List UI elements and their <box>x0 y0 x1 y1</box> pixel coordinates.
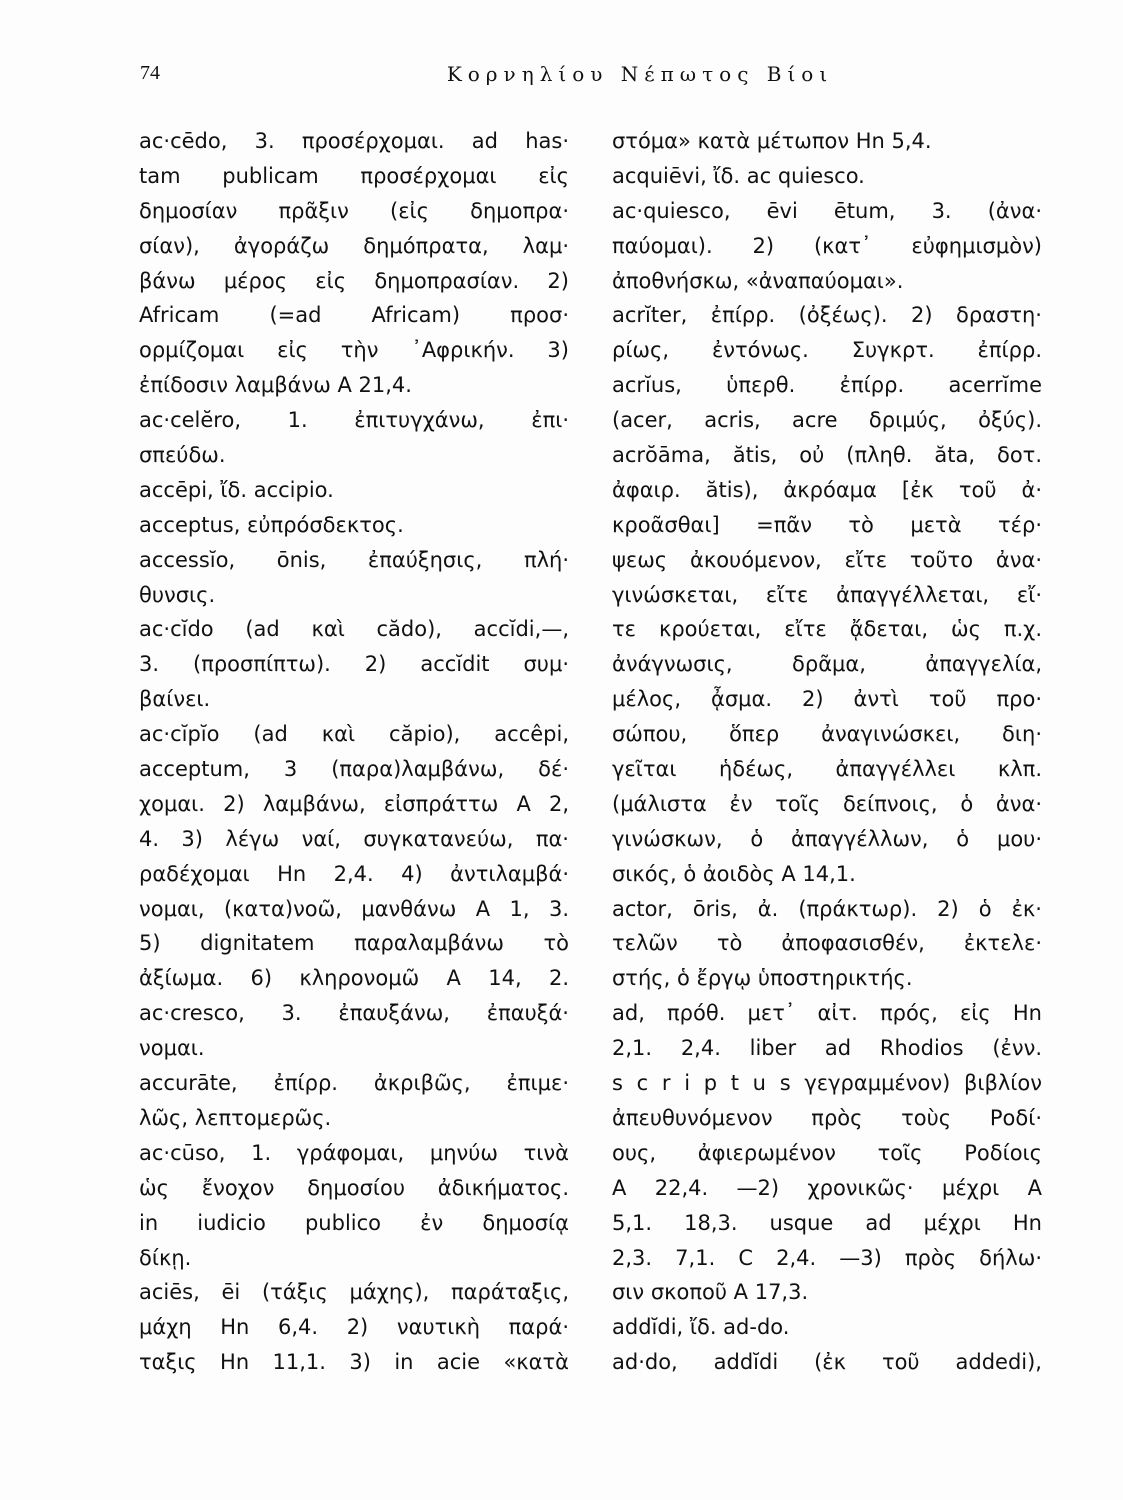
text-line: Africam (=ad Africam) προσ· <box>139 303 569 328</box>
text-line: δίκῃ. <box>139 1245 192 1270</box>
text-line: actor, ōris, ἀ. (πράκτωρ). 2) ὁ ἐκ· <box>612 896 1042 921</box>
text-line: in iudicio publico ἐν δημοσίᾳ <box>139 1210 569 1235</box>
text-line: στής, ὁ ἔργῳ ὑποστηρικτής. <box>612 966 913 991</box>
text-line: νομαι. <box>139 1036 205 1061</box>
text-line: ac·cūso, 1. γράφομαι, μηνύω τινὰ <box>139 1140 569 1165</box>
text-line: ad·do, addĭdi (ἐκ τοῦ addedi), <box>612 1350 1042 1375</box>
text-line: acceptus, εὐπρόσδεκτος. <box>139 512 404 537</box>
text-line: s c r i p t u s γεγραμμένον) βιβλίον <box>612 1071 1042 1096</box>
right-column <box>612 124 1042 1394</box>
text-line: 5) dignitatem παραλαμβάνω τὸ <box>139 931 569 956</box>
text-line: ρίως, ἐντόνως. Συγκρτ. ἐπίρρ. <box>612 338 1042 363</box>
page-header <box>140 62 1040 92</box>
text-line: ac·cĭdo (ad καὶ cădo), accĭdi,—, <box>139 617 569 642</box>
text-line: κροᾶσθαι] =πᾶν τὸ μετὰ τέρ· <box>612 512 1042 537</box>
text-line: νομαι, (κατα)νοῶ, μανθάνω Α 1, 3. <box>139 896 569 921</box>
text-line: ac·quiesco, ēvi ētum, 3. (ἀνα· <box>612 198 1042 223</box>
text-line: tam publicam προσέρχομαι εἰς <box>139 163 569 188</box>
text-line: ac·cēdo, 3. προσέρχομαι. ad has· <box>139 129 569 153</box>
text-line: ἀφαιρ. ătis), ἀκρόαμα [ἐκ τοῦ ἀ· <box>612 477 1042 502</box>
text-line: τελῶν τὸ ἀποφασισθέν, ἐκτελε· <box>612 931 1042 956</box>
text-line: ορμίζομαι εἰς τὴν ᾽Αφρικήν. 3) <box>139 338 569 363</box>
text-line: acrĭus, ὑπερθ. ἐπίρρ. acerrĭme <box>612 373 1042 398</box>
text-line: ψεως ἀκουόμενον, εἴτε τοῦτο ἀνα· <box>612 547 1042 572</box>
text-line: ἀνάγνωσις, δρᾶμα, ἀπαγγελία, <box>612 652 1042 677</box>
text-line: ἐπίδοσιν λαμβάνω Α 21,4. <box>139 373 412 398</box>
text-line: βάνω μέρος εἰς δημοπρασίαν. 2) <box>139 268 569 293</box>
text-line: acrĭter, ἐπίρρ. (ὀξέως). 2) δραστη· <box>612 303 1042 328</box>
text-line: σπεύδω. <box>139 443 226 468</box>
text-line: 4. 3) λέγω ναί, συγκατανεύω, πα· <box>139 826 569 851</box>
text-line: ἀξίωμα. 6) κληρονομῶ Α 14, 2. <box>139 966 569 991</box>
text-line: βαίνει. <box>139 687 211 712</box>
text-line: ταξις Hn 11,1. 3) in acie «κατὰ <box>139 1350 569 1375</box>
text-line: 3. (προσπίπτω). 2) accĭdit συμ· <box>139 652 569 677</box>
text-line: γινώσκων, ὁ ἀπαγγέλλων, ὁ μου· <box>612 826 1042 851</box>
text-line: γινώσκεται, εἴτε ἀπαγγέλλεται, εἴ· <box>612 582 1042 607</box>
text-line: 2,3. 7,1. C 2,4. —3) πρὸς δήλω· <box>612 1245 1042 1270</box>
left-column <box>139 124 569 1394</box>
text-line: παύομαι). 2) (κατ᾽ εὐφημισμὸν) <box>612 233 1042 258</box>
text-line: accēpi, ἴδ. accipio. <box>139 477 334 502</box>
text-line: acrŏāma, ătis, οὐ (πληθ. ăta, δοτ. <box>612 443 1042 468</box>
text-line: (acer, acris, acre δριμύς, ὀξύς). <box>612 408 1042 433</box>
text-line: λῶς, λεπτομερῶς. <box>139 1105 332 1130</box>
text-line: ους, ἀφιερωμένον τοῖς Ροδίοις <box>612 1140 1042 1165</box>
text-line: ac·cresco, 3. ἐπαυξάνω, ἐπαυξά· <box>139 1001 569 1026</box>
text-line: ὡς ἔνοχον δημοσίου ἀδικήματος. <box>139 1175 569 1200</box>
text-line: γεῖται ἡδέως, ἀπαγγέλλει κλπ. <box>612 757 1042 782</box>
text-line: 2,1. 2,4. liber ad Rhodios (ἐνν. <box>612 1036 1042 1061</box>
text-line: θυνσις. <box>139 582 216 607</box>
page-number: 74 <box>140 62 160 84</box>
text-line: acquiēvi, ἴδ. ac quiesco. <box>612 163 865 188</box>
text-line: accessĭo, ōnis, ἐπαύξησις, πλή· <box>139 547 569 572</box>
text-line: aciēs, ēi (τάξις μάχης), παράταξις, <box>139 1280 569 1305</box>
text-line: σίαν), ἀγοράζω δημόπρατα, λαμ· <box>139 233 569 258</box>
text-line: ἀποθνήσκω, «ἀναπαύομαι». <box>612 268 904 293</box>
text-line: μέλος, ᾆσμα. 2) ἀντὶ τοῦ προ· <box>612 687 1042 712</box>
text-line: ac·cĭpĭo (ad καὶ căpio), accêpi, <box>139 722 569 747</box>
text-line: 5,1. 18,3. usque ad μέχρι Hn <box>612 1210 1042 1235</box>
text-line: στόμα» κατὰ μέτωπον Hn 5,4. <box>612 129 932 153</box>
text-line: σώπου, ὅπερ ἀναγινώσκει, διη· <box>612 722 1042 747</box>
text-line: accurāte, ἐπίρρ. ἀκριβῶς, ἐπιμε· <box>139 1071 569 1096</box>
text-line: ad, πρόθ. μετ᾽ αἰτ. πρός, εἰς Hn <box>612 1001 1042 1026</box>
text-line: χομαι. 2) λαμβάνω, εἰσπράττω Α 2, <box>139 791 569 816</box>
text-line: addĭdi, ἴδ. ad-do. <box>612 1315 790 1340</box>
text-line: ραδέχομαι Hn 2,4. 4) ἀντιλαμβά· <box>139 861 569 886</box>
text-line: ἀπευθυνόμενον πρὸς τοὺς Ροδί· <box>612 1105 1042 1130</box>
text-line: μάχη Hn 6,4. 2) ναυτικὴ παρά· <box>139 1315 569 1340</box>
running-title: Κορνηλίου Νέπωτος Βίοι <box>446 62 834 86</box>
text-line: ac·celĕro, 1. ἐπιτυγχάνω, ἐπι· <box>139 408 569 433</box>
text-line: Α 22,4. —2) χρονικῶς· μέχρι Α <box>612 1175 1042 1200</box>
text-line: δημοσίαν πρᾶξιν (εἰς δημοπρα· <box>139 198 569 223</box>
text-line: (μάλιστα ἐν τοῖς δείπνοις, ὁ ἀνα· <box>612 791 1042 816</box>
text-line: τε κρούεται, εἴτε ᾄδεται, ὡς π.χ. <box>612 617 1042 642</box>
text-line: σιν σκοποῦ Α 17,3. <box>612 1280 809 1305</box>
text-line: σικός, ὁ ἀοιδὸς Α 14,1. <box>612 861 856 886</box>
text-line: acceptum, 3 (παρα)λαμβάνω, δέ· <box>139 757 569 782</box>
